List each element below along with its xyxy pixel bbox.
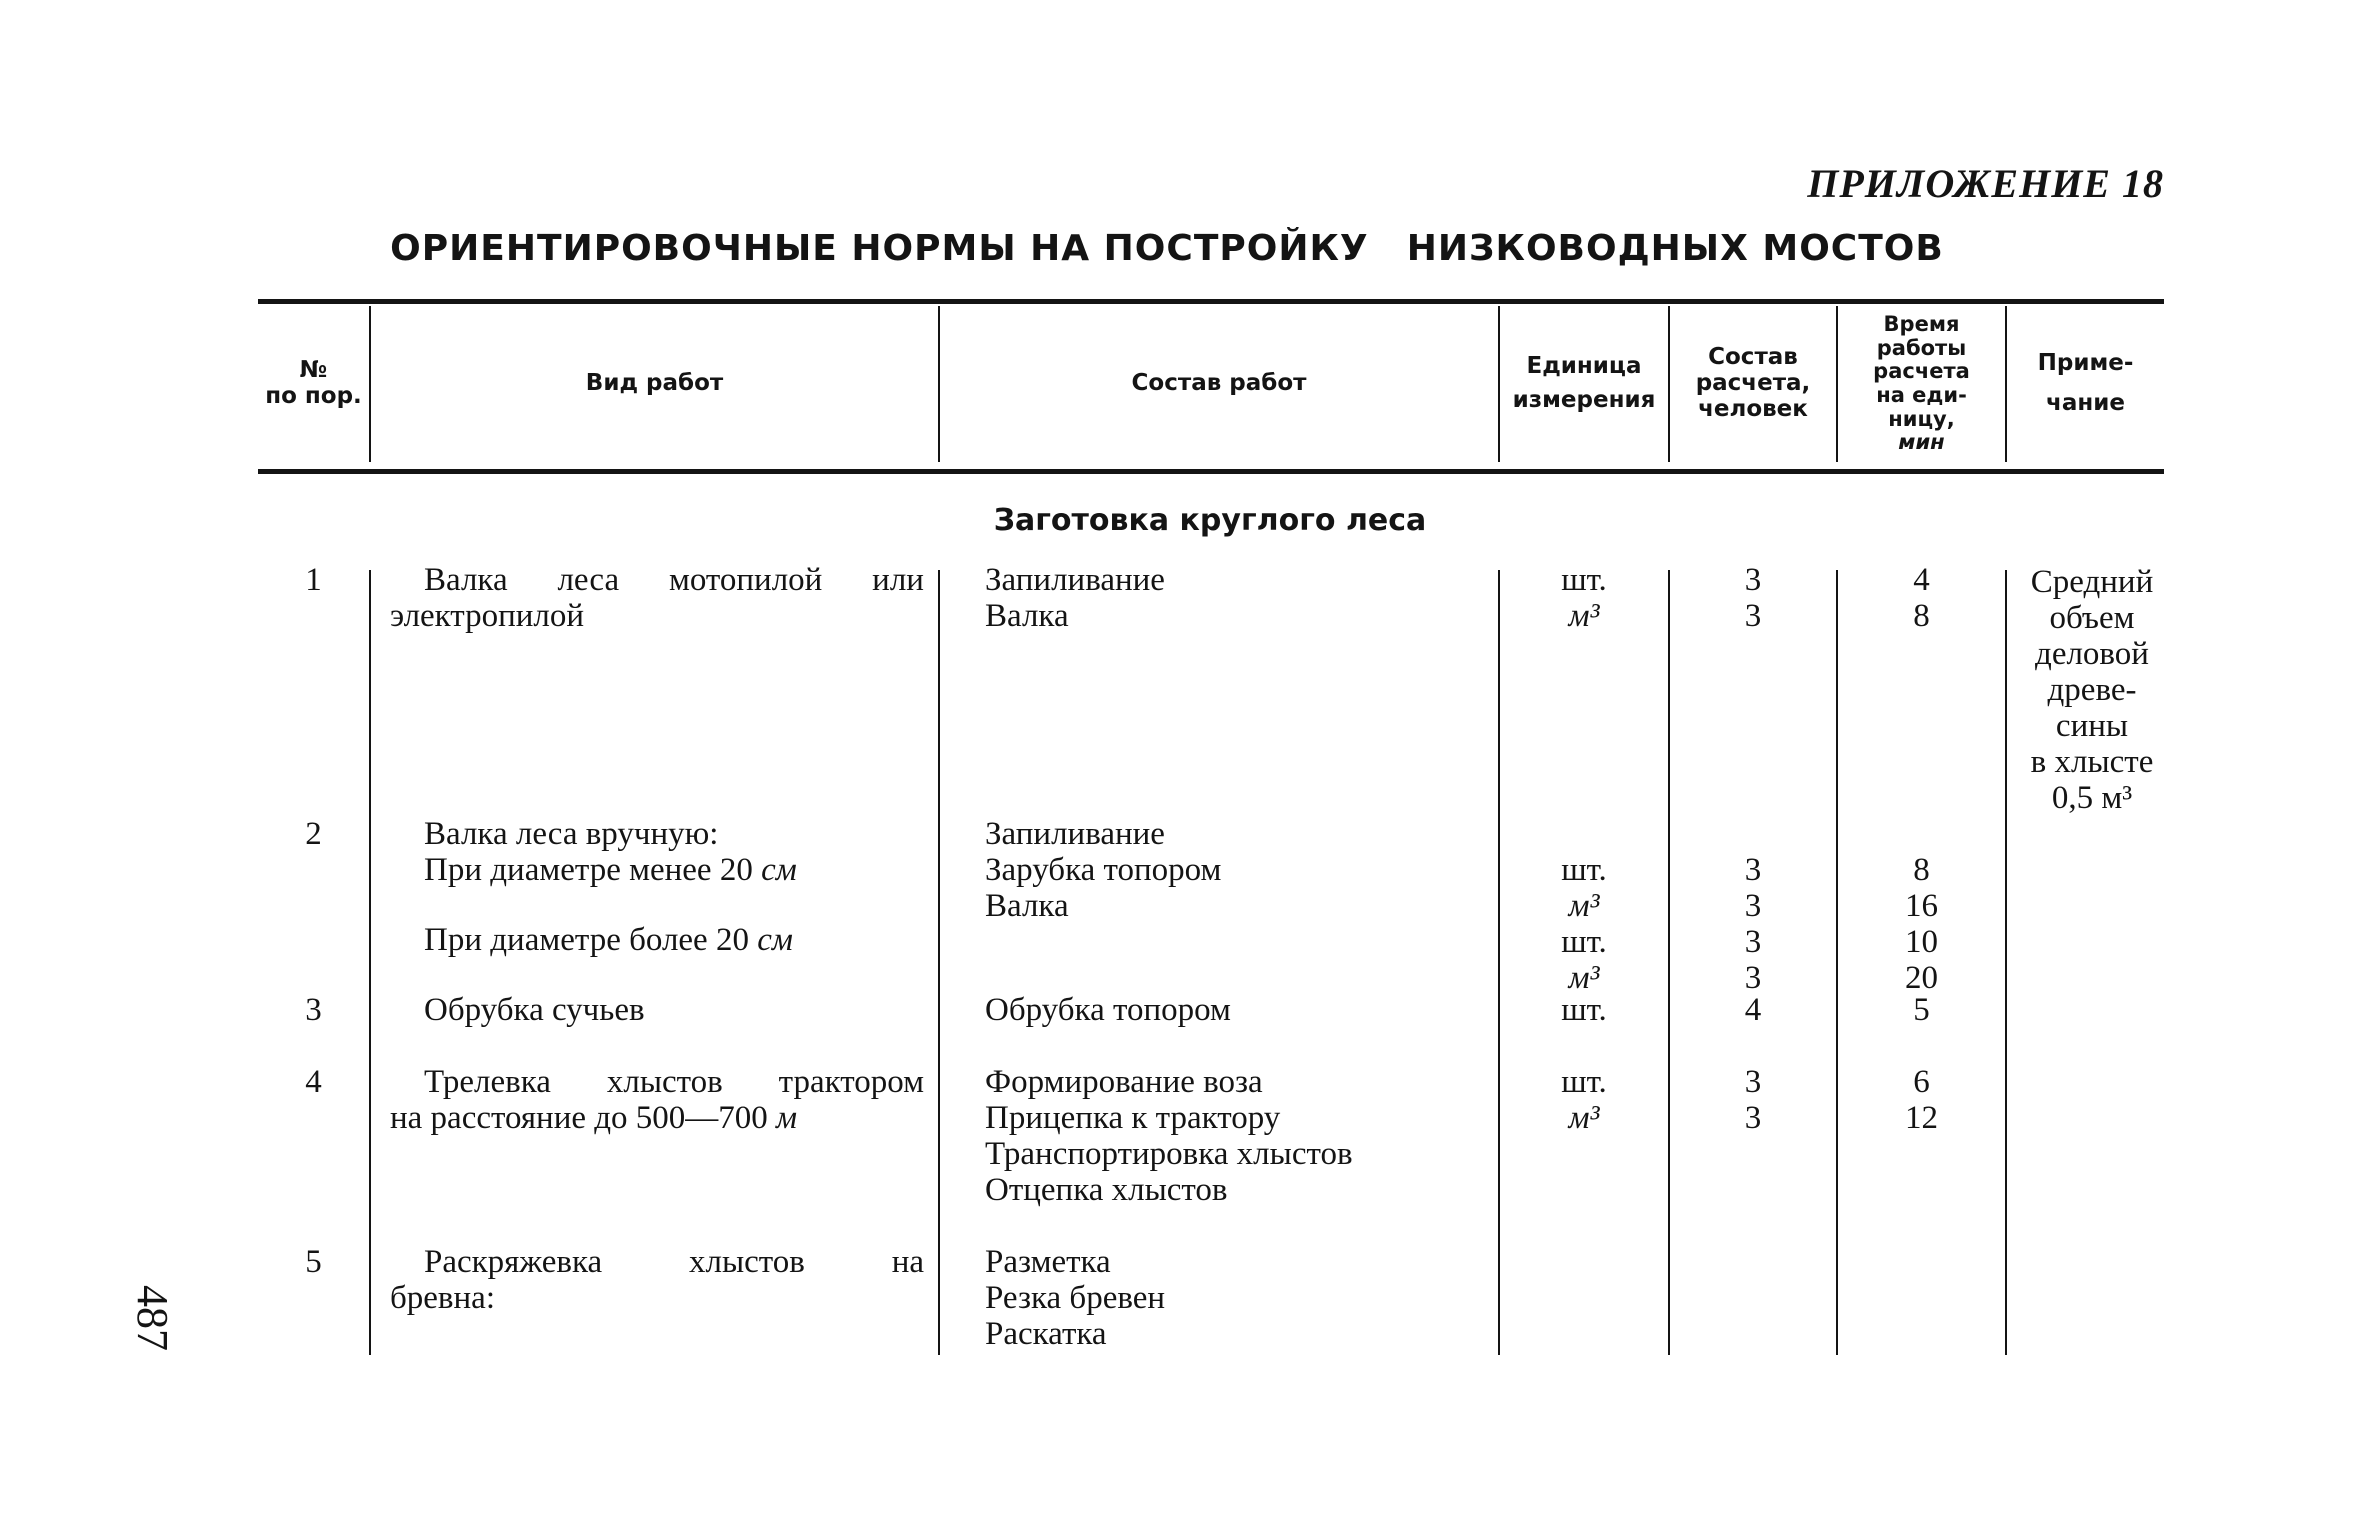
header-work-type: Вид работ <box>585 370 724 397</box>
row-2-number: 2 <box>305 816 322 852</box>
title-part-1: ОРИЕНТИРОВОЧНЫЕ НОРМЫ НА ПОСТРОЙКУ <box>390 228 1369 269</box>
row-2-units: шт. м³ шт. м³ <box>1561 852 1607 996</box>
row-1-ops: Запиливание Валка <box>985 562 1165 634</box>
row-4-units: шт. м³ <box>1561 1064 1607 1136</box>
section-title: Заготовка круглого леса <box>993 503 1427 538</box>
row-1-crew: 3 3 <box>1744 562 1762 634</box>
page-title <box>170 228 2164 269</box>
page-number: 487 <box>128 1285 177 1351</box>
row-4-number: 4 <box>305 1064 322 1100</box>
row-3-ops: Обрубка топором <box>985 992 1231 1028</box>
row-2-work-type: Валка леса вручную: При диаметре менее 20 см При диаметре более 20 см <box>424 816 797 958</box>
row-3-units: шт. <box>1561 992 1607 1028</box>
row-1-work-type: Валка леса мотопилой или электропилой <box>390 562 924 634</box>
row-1-note: Средний объем деловой древе- сины в хлысте 0,5 м³ <box>2030 564 2154 816</box>
row-2-time: 8 16 10 20 <box>1905 852 1938 996</box>
body-separator <box>2005 570 2007 1355</box>
header-note: Приме- чание <box>2037 350 2134 416</box>
body-separator <box>369 570 371 1355</box>
row-3-work-type: Обрубка сучьев <box>424 992 645 1028</box>
row-3-number: 3 <box>305 992 322 1028</box>
row-2-ops: Запиливание Зарубка топором Валка <box>985 816 1222 924</box>
row-4-work-type: Трелевка хлыстов трактором на расстояние до 500—700 м <box>390 1064 924 1136</box>
row-1-units: шт. м³ <box>1561 562 1607 634</box>
row-3-time: 5 <box>1913 992 1930 1028</box>
row-4-ops: Формирование воза Прицепка к трактору Транспортировка хлыстов Отцепка хлыстов <box>985 1064 1353 1208</box>
row-4-time: 6 12 <box>1905 1064 1938 1136</box>
row-5-number: 5 <box>305 1244 322 1280</box>
row-3-crew: 4 <box>1744 992 1762 1028</box>
time-unit: мин <box>1898 430 1945 455</box>
header-work-content: Состав работ <box>1131 370 1307 397</box>
body-separator <box>938 570 940 1355</box>
table-top-rule <box>258 299 2164 304</box>
header-time: Время работы расчета на еди- ницу, мин <box>1873 312 1970 455</box>
row-5-work-type: Раскряжевка хлыстов на бревна: <box>390 1244 924 1316</box>
table-header-rule <box>258 469 2164 474</box>
row-2-crew: 3 3 3 3 <box>1744 852 1762 996</box>
row-1-time: 4 8 <box>1913 562 1930 634</box>
row-4-crew: 3 3 <box>1744 1064 1762 1136</box>
row-1-number: 1 <box>305 562 322 598</box>
appendix-label: ПРИЛОЖЕНИЕ 18 <box>1807 161 2164 206</box>
title-part-2: НИЗКОВОДНЫХ МОСТОВ <box>1406 228 1944 269</box>
header-crew: Состав расчета, человек <box>1695 344 1811 422</box>
row-5-ops: Разметка Резка бревен Раскатка <box>985 1244 1166 1352</box>
header-number: № по пор. <box>265 357 362 409</box>
header-unit: Единица измерения <box>1512 353 1656 413</box>
